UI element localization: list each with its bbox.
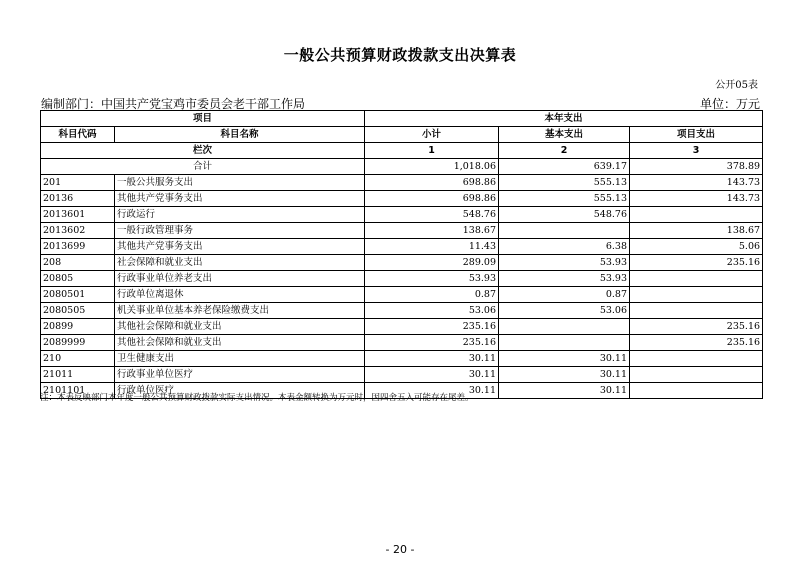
table-row — [41, 175, 763, 191]
row-basic: 30.11 — [499, 351, 630, 367]
table-note: 注：本表反映部门本年度一般公共预算财政拨款实际支出情况。本表金额转换为万元时，因四舍五入可能存在尾差。 — [40, 393, 474, 403]
row-project: 235.16 — [630, 319, 763, 335]
row-project: 138.67 — [630, 223, 763, 239]
row-name: 行政事业单位养老支出 — [115, 271, 365, 287]
table-row — [41, 335, 763, 351]
unit-label: 单位：万元 — [699, 97, 760, 111]
row-subtotal: 30.11 — [365, 383, 499, 399]
row-basic: 6.38 — [499, 239, 630, 255]
row-code: 208 — [41, 255, 115, 271]
row-name: 卫生健康支出 — [115, 351, 365, 367]
row-project — [630, 303, 763, 319]
table-row — [41, 239, 763, 255]
row-basic: 0.87 — [499, 287, 630, 303]
department-label: 编制部门：中国共产党宝鸡市委员会老干部工作局 — [41, 97, 306, 111]
table-row — [41, 319, 763, 335]
row-code: 20899 — [41, 319, 115, 335]
row-code: 2013602 — [41, 223, 115, 239]
row-name: 一般公共服务支出 — [115, 175, 365, 191]
header-col-3: 3 — [630, 143, 763, 159]
report-meta-line — [41, 95, 760, 111]
table-row — [41, 271, 763, 287]
header-project: 项目支出 — [630, 127, 763, 143]
row-project: 5.06 — [630, 239, 763, 255]
row-basic: 30.11 — [499, 383, 630, 399]
header-current-year: 本年支出 — [365, 111, 763, 127]
total-basic: 639.17 — [499, 159, 630, 175]
total-subtotal: 1,018.06 — [365, 159, 499, 175]
header-basic: 基本支出 — [499, 127, 630, 143]
header-name: 科目名称 — [115, 127, 365, 143]
table-row — [41, 351, 763, 367]
row-basic: 555.13 — [499, 191, 630, 207]
row-subtotal: 289.09 — [365, 255, 499, 271]
row-project: 143.73 — [630, 191, 763, 207]
page-number: - 20 - — [385, 543, 415, 556]
table-row — [41, 255, 763, 271]
header-row-3 — [41, 143, 763, 159]
row-basic: 53.06 — [499, 303, 630, 319]
header-column-label: 栏次 — [41, 143, 365, 159]
row-code: 20136 — [41, 191, 115, 207]
row-basic: 53.93 — [499, 255, 630, 271]
table-row — [41, 223, 763, 239]
row-subtotal: 30.11 — [365, 351, 499, 367]
row-name: 其他社会保障和就业支出 — [115, 335, 365, 351]
row-code: 210 — [41, 351, 115, 367]
row-code: 21011 — [41, 367, 115, 383]
row-name: 行政单位离退休 — [115, 287, 365, 303]
row-subtotal: 698.86 — [365, 175, 499, 191]
row-name: 行政单位医疗 — [115, 383, 365, 399]
row-code: 2101101 — [41, 383, 115, 399]
header-code: 科目代码 — [41, 127, 115, 143]
row-code: 2089999 — [41, 335, 115, 351]
row-code: 201 — [41, 175, 115, 191]
row-subtotal: 138.67 — [365, 223, 499, 239]
row-project — [630, 287, 763, 303]
row-basic — [499, 319, 630, 335]
expenditure-table — [40, 110, 763, 399]
row-subtotal: 53.06 — [365, 303, 499, 319]
row-name: 机关事业单位基本养老保险缴费支出 — [115, 303, 365, 319]
header-col-2: 2 — [499, 143, 630, 159]
header-row-2 — [41, 127, 763, 143]
row-basic — [499, 335, 630, 351]
table-row — [41, 287, 763, 303]
table-row — [41, 303, 763, 319]
row-subtotal: 698.86 — [365, 191, 499, 207]
row-project — [630, 383, 763, 399]
header-row-1 — [41, 111, 763, 127]
row-basic — [499, 223, 630, 239]
row-project — [630, 207, 763, 223]
row-subtotal: 53.93 — [365, 271, 499, 287]
row-name: 其他共产党事务支出 — [115, 239, 365, 255]
row-name: 行政事业单位医疗 — [115, 367, 365, 383]
row-subtotal: 30.11 — [365, 367, 499, 383]
table-row — [41, 191, 763, 207]
row-project: 143.73 — [630, 175, 763, 191]
header-item: 项目 — [41, 111, 365, 127]
row-project: 235.16 — [630, 255, 763, 271]
row-subtotal: 11.43 — [365, 239, 499, 255]
row-name: 行政运行 — [115, 207, 365, 223]
total-row — [41, 159, 763, 175]
report-title: 一般公共预算财政拨款支出决算表 — [283, 46, 517, 64]
row-subtotal: 235.16 — [365, 335, 499, 351]
row-name: 一般行政管理事务 — [115, 223, 365, 239]
total-label: 合计 — [41, 159, 365, 175]
row-name: 社会保障和就业支出 — [115, 255, 365, 271]
row-project: 235.16 — [630, 335, 763, 351]
table-row — [41, 367, 763, 383]
row-name: 其他社会保障和就业支出 — [115, 319, 365, 335]
row-basic: 548.76 — [499, 207, 630, 223]
row-subtotal: 548.76 — [365, 207, 499, 223]
row-code: 20805 — [41, 271, 115, 287]
row-subtotal: 235.16 — [365, 319, 499, 335]
row-project — [630, 351, 763, 367]
row-project — [630, 271, 763, 287]
row-subtotal: 0.87 — [365, 287, 499, 303]
row-basic: 53.93 — [499, 271, 630, 287]
row-code: 2080505 — [41, 303, 115, 319]
row-basic: 30.11 — [499, 367, 630, 383]
row-code: 2013601 — [41, 207, 115, 223]
row-code: 2080501 — [41, 287, 115, 303]
header-subtotal: 小计 — [365, 127, 499, 143]
row-name: 其他共产党事务支出 — [115, 191, 365, 207]
row-project — [630, 367, 763, 383]
form-code: 公开05表 — [715, 80, 758, 91]
header-col-1: 1 — [365, 143, 499, 159]
table-row — [41, 207, 763, 223]
row-code: 2013699 — [41, 239, 115, 255]
row-basic: 555.13 — [499, 175, 630, 191]
total-project: 378.89 — [630, 159, 763, 175]
